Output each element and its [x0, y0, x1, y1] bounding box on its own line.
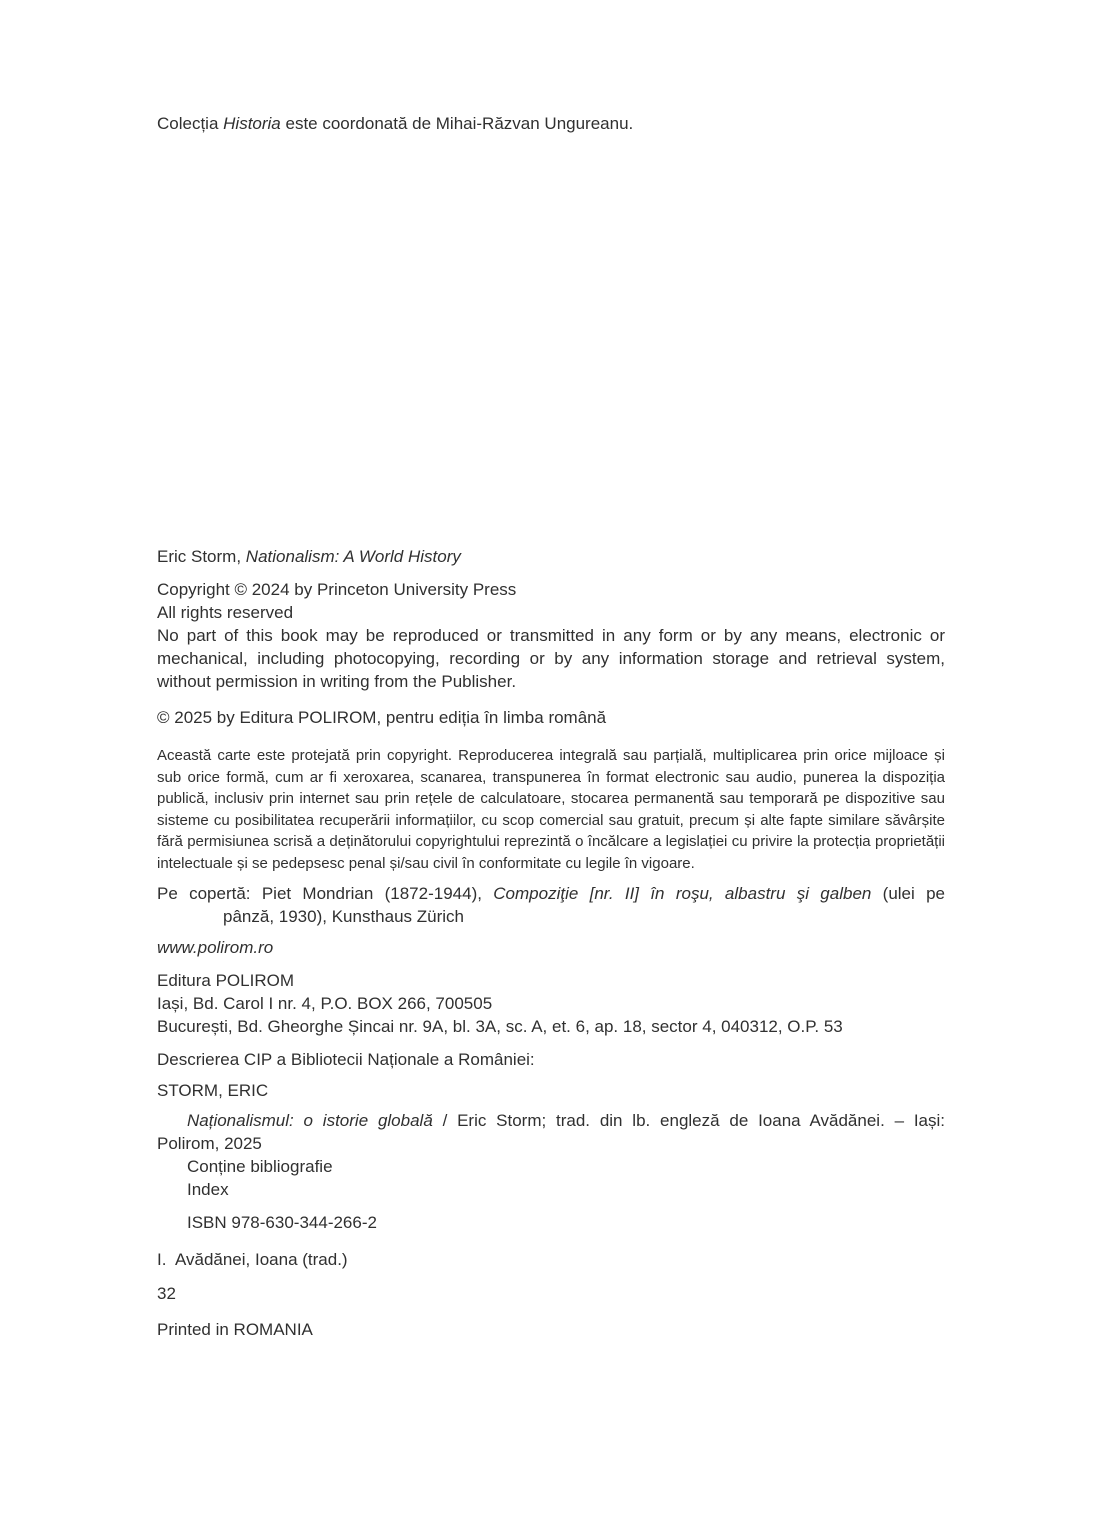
printed-in-line: Printed in ROMANIA: [157, 1320, 313, 1339]
legal-protection-paragraph: Această carte este protejată prin copyright. Reproducerea integrală sau parțială, multiplicarea prin orice mijloace și sub orice formă, cum ar fi xeroxarea, scanarea, transpunerea în format electronic sau audio, punerea la dispoziția publică, inclusiv prin internet sau prin rețele de calculatoare, stocarea permanentă sau temporară pe dispozitive sau sisteme cu posibilitatea recuperării informațiilor, cu scop comercial sau gratuit, precum și alte fapte similare săvârșite fără permisiunea scrisă a deținătorului copyrightului reprezintă o încălcare a legislației cu privire la protecția proprietății intelectuale și se pedepsesc penal și/sau civil în conformitate cu legile în vigoare.: [157, 747, 945, 872]
text-segment: Naționalismul: o istorie globală: [187, 1111, 433, 1130]
cip-title-line: [157, 1109, 945, 1132]
publisher-name: Editura POLIROM: [157, 971, 294, 990]
cover-credit-line1: [157, 882, 945, 905]
publisher-address-bucuresti: București, Bd. Gheorghe Șincai nr. 9A, bl. 3A, sc. A, et. 6, ap. 18, sector 4, 040312, O.P. 53: [157, 1017, 843, 1036]
collection-note: [157, 112, 945, 135]
text-segment: Historia: [223, 114, 281, 133]
copyright-english-block: [157, 578, 945, 693]
translator-entry: I. Avădănei, Ioana (trad.): [157, 1250, 348, 1269]
text-segment: Compoziţie [nr. II] în roşu, albastru şi galben: [493, 884, 872, 903]
publisher-website: www.polirom.ro: [157, 938, 274, 957]
text-segment: Eric Storm,: [157, 547, 246, 566]
text-segment: Pe copertă: Piet Mondrian (1872-1944),: [157, 884, 494, 903]
copyright-romanian-line: © 2025 by Editura POLIROM, pentru ediția în limba română: [157, 708, 607, 727]
cip-author: STORM, ERIC: [157, 1081, 269, 1100]
cip-heading: Descrierea CIP a Bibliotecii Naționale a României:: [157, 1050, 535, 1069]
cip-entry-block: [157, 1109, 945, 1201]
text-segment: (ulei pe: [871, 884, 946, 903]
copyright-year-line: Copyright © 2024 by Princeton University Press: [157, 580, 517, 599]
source-title-line: [157, 545, 945, 568]
rights-reserved-line: All rights reserved: [157, 603, 294, 622]
cip-note-bibliografie: Conține bibliografie: [187, 1157, 333, 1176]
cover-credit-line2: pânză, 1930), Kunsthaus Zürich: [223, 907, 464, 926]
publisher-address-block: [157, 969, 945, 1038]
copyright-page: [0, 112, 945, 1341]
cip-title-wrap: Polirom, 2025: [157, 1134, 262, 1153]
udc-number: 32: [157, 1284, 176, 1303]
isbn-line: ISBN 978-630-344-266-2: [187, 1213, 377, 1232]
text-segment: este coordonată de Mihai-Răzvan Ungureanu.: [280, 114, 634, 133]
text-segment: Colecția: [157, 114, 224, 133]
reproduction-notice-en: No part of this book may be reproduced or transmitted in any form or by any means, electronic or mechanical, including photocopying, recording or by any information storage and retrieval system, without permission in writing from the Publisher.: [157, 626, 945, 691]
cip-note-index: Index: [187, 1180, 229, 1199]
text-segment: / Eric Storm; trad. din lb. engleză de Ioana Avădănei. – Iași:: [432, 1111, 946, 1130]
publisher-address-iasi: Iași, Bd. Carol I nr. 4, P.O. BOX 266, 700505: [157, 994, 493, 1013]
cover-credit-block: [157, 882, 945, 928]
text-segment: Nationalism: A World History: [245, 547, 461, 566]
